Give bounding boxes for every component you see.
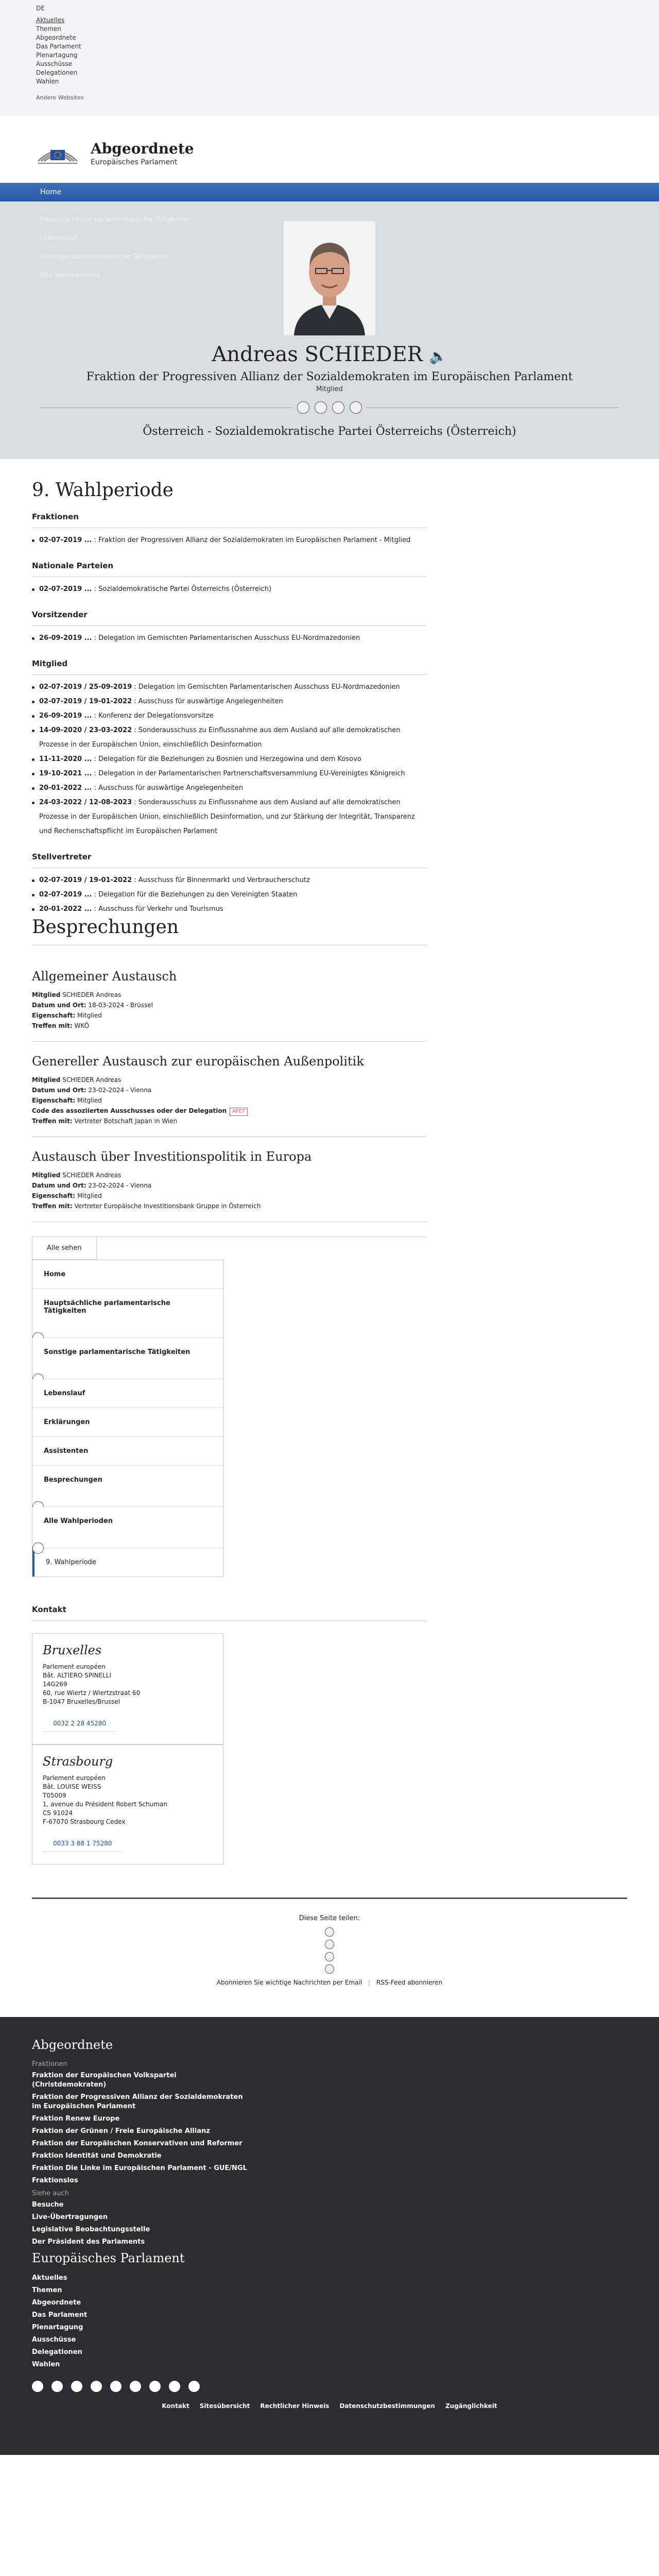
top-menu xyxy=(36,16,623,86)
footer-groups-heading: Fraktionen xyxy=(32,2060,67,2068)
rss-subscribe-link[interactable]: RSS-Feed abonnieren xyxy=(376,1979,443,1986)
footer-bottom-link[interactable]: Datenschutzbestimmungen xyxy=(339,2402,436,2410)
section-entries xyxy=(32,680,426,839)
footer-see-also-link[interactable]: Live-Übertragungen xyxy=(32,2213,108,2221)
office-address-line: Bât. LOUISE WEISS xyxy=(43,1783,101,1790)
meeting-row xyxy=(32,1201,426,1211)
sidenav-item[interactable]: Hauptsächliche parlamentarische Tätigkeiten xyxy=(32,1289,223,1338)
footer-social xyxy=(32,2381,627,2392)
list-item xyxy=(32,709,426,723)
sidenav-item[interactable]: Assistenten xyxy=(32,1437,223,1466)
office-address-line: F-67070 Strasbourg Cedex xyxy=(43,1818,126,1825)
footer-bottom-link[interactable]: Rechtlicher Hinweis xyxy=(260,2402,330,2410)
footer-ep-link[interactable]: Das Parlament xyxy=(32,2311,88,2319)
office-address-line: Parlement européen xyxy=(43,1774,106,1782)
ep-logo-icon[interactable] xyxy=(36,141,79,168)
section-entries xyxy=(32,582,426,597)
footer-ep-link[interactable]: Themen xyxy=(32,2286,62,2294)
meeting-value: 23-02-2024 - Vienna xyxy=(88,1182,152,1189)
section-title: Fraktionen xyxy=(32,512,426,528)
meeting-label: Eigenschaft: xyxy=(32,1192,76,1199)
footer-group-link[interactable]: Fraktion der Europäischen Konservativen und Reformer xyxy=(32,2140,242,2147)
meeting-value: WKÖ xyxy=(74,1022,90,1029)
mep-country-party: Österreich - Sozialdemokratische Partei Österreichs (Österreich) xyxy=(143,425,516,438)
sidenav-sub-item[interactable]: 9. Wahlperiode xyxy=(32,1548,223,1577)
footer-see-also xyxy=(32,2200,627,2247)
entry-text: : Ausschuss für Binnenmarkt und Verbraucherschutz xyxy=(132,876,310,884)
meeting-row xyxy=(32,1095,426,1106)
mep-name: Andreas SCHIEDER 🔈 xyxy=(212,343,447,366)
top-menu-item[interactable]: Das Parlament xyxy=(36,43,81,50)
meeting-label: Eigenschaft: xyxy=(32,1097,76,1104)
section-title: Stellvertreter xyxy=(32,852,426,868)
entry-date: 24-03-2022 / 12-08-2023 xyxy=(39,799,132,806)
main-content xyxy=(0,459,458,1865)
mep-role: Mitglied xyxy=(316,385,343,393)
list-item xyxy=(32,631,426,646)
footer-bottom-link[interactable]: Kontakt xyxy=(162,2402,189,2410)
list-item xyxy=(32,680,426,694)
meeting-label: Mitglied xyxy=(32,1172,61,1179)
entry-date: 26-09-2019 ... xyxy=(39,712,92,720)
office-address-line: CS 91024 xyxy=(43,1809,73,1817)
meeting-label: Treffen mit: xyxy=(32,1202,73,1210)
office-address-line: 14G269 xyxy=(43,1681,67,1688)
meeting-value: 23-02-2024 - Vienna xyxy=(88,1087,152,1094)
meeting-title: Genereller Austausch zur europäischen Außenpolitik xyxy=(32,1054,364,1069)
meeting-row xyxy=(32,1010,426,1021)
footer-group-link[interactable]: Fraktion der Progressiven Allianz der Sozialdemokraten im Europäischen Parlament xyxy=(32,2093,243,2110)
site-title[interactable]: Abgeordnete xyxy=(91,140,194,157)
meeting-title: Austausch über Investitionspolitik in Europa xyxy=(32,1149,312,1164)
meeting-row xyxy=(32,990,426,1000)
footer-see-also-link[interactable]: Der Präsident des Parlaments xyxy=(32,2238,145,2246)
footer-group-link[interactable]: Fraktion der Grünen / Freie Europäische Allianz xyxy=(32,2127,210,2135)
entry-text: : Delegation im Gemischten Parlamentarischen Ausschuss EU-Nordmazedonien xyxy=(132,683,400,691)
entry-date: 02-07-2019 ... xyxy=(39,536,92,544)
facebook-icon[interactable] xyxy=(332,401,344,414)
share-twitter-icon[interactable] xyxy=(325,1940,334,1949)
office-address-line: T05009 xyxy=(43,1792,66,1799)
entry-text: : Delegation im Gemischten Parlamentarischen Ausschuss EU-Nordmazedonien xyxy=(92,634,360,642)
entry-date: 26-09-2019 ... xyxy=(39,634,92,642)
footer-ep-links xyxy=(32,2274,627,2369)
entry-date: 11-11-2020 ... xyxy=(39,755,92,763)
section-title: Mitglied xyxy=(32,659,426,675)
entry-date: 02-07-2019 ... xyxy=(39,585,92,593)
list-item xyxy=(32,752,426,767)
meeting-value: Mitglied xyxy=(77,1192,102,1199)
meeting-value: Mitglied xyxy=(77,1097,102,1104)
expand-toggle-icon[interactable] xyxy=(32,1543,44,1554)
meeting-label: Eigenschaft: xyxy=(32,1012,76,1019)
entry-date: 20-01-2022 ... xyxy=(39,784,92,792)
entry-text: : Delegation für die Beziehungen zu den Vereinigten Staaten xyxy=(92,891,298,899)
footer-ep-link[interactable]: Delegationen xyxy=(32,2348,82,2356)
social-links xyxy=(40,397,619,418)
language-selector[interactable]: DE xyxy=(36,5,45,12)
entry-text: : Ausschuss für auswärtige Angelegenheiten xyxy=(132,698,283,705)
top-menu-item[interactable]: Ausschüsse xyxy=(36,60,73,67)
entry-date: 19-10-2021 ... xyxy=(39,770,92,777)
footer-reddit-icon[interactable] xyxy=(188,2381,200,2392)
section-entries xyxy=(32,533,426,548)
entry-date: 14-09-2020 / 23-03-2022 xyxy=(39,726,132,734)
entry-date: 20-01-2022 ... xyxy=(39,905,92,913)
meeting-row xyxy=(32,1021,426,1031)
meeting-value: Vertreter Europäische Investitionsbank Gruppe in Österreich xyxy=(74,1202,261,1210)
footer-see-also-link[interactable]: Besuche xyxy=(32,2201,64,2209)
hero-ghost-item: Lebenslauf xyxy=(40,234,77,242)
meeting-label: Code des assoziierten Ausschusses oder der Delegation xyxy=(32,1107,227,1114)
sidenav-item[interactable]: Alle Wahlperioden xyxy=(32,1507,223,1548)
footer-groups xyxy=(32,2071,627,2185)
entry-date: 02-07-2019 / 25-09-2019 xyxy=(39,683,132,691)
profile-navigation xyxy=(32,1260,223,1577)
other-websites-link[interactable]: Andere Websites xyxy=(36,94,84,101)
list-item xyxy=(32,723,426,752)
footer-snapchat-icon[interactable] xyxy=(169,2381,180,2392)
contact-offices xyxy=(32,1633,426,1865)
website-icon[interactable] xyxy=(315,401,327,414)
footer-group-link[interactable]: Fraktionslos xyxy=(32,2177,78,2184)
list-item xyxy=(32,873,426,888)
twitter-icon[interactable] xyxy=(350,401,362,414)
entry-text: : Ausschuss für Verkehr und Tourismus xyxy=(92,905,223,913)
footer-facebook-icon[interactable] xyxy=(32,2381,43,2392)
footer-title-ep: Europäisches Parlament xyxy=(32,2251,185,2265)
breadcrumb-home[interactable]: Home xyxy=(40,188,62,196)
footer-linkedin-icon[interactable] xyxy=(91,2381,102,2392)
list-item xyxy=(32,781,426,795)
footer-ep-link[interactable]: Plenartagung xyxy=(32,2324,83,2331)
footer-ep-link[interactable]: Abgeordnete xyxy=(32,2299,81,2307)
footer-see-also-link[interactable]: Legislative Beobachtungsstelle xyxy=(32,2226,150,2233)
footer-group-link[interactable]: Fraktion Identität und Demokratie xyxy=(32,2152,162,2160)
speaker-icon[interactable]: 🔈 xyxy=(429,348,447,365)
footer-title-meps: Abgeordnete xyxy=(32,2038,113,2052)
footer-pinterest-icon[interactable] xyxy=(149,2381,161,2392)
office-address-line: 1, avenue du Président Robert Schuman xyxy=(43,1801,168,1808)
sidenav-item[interactable]: Besprechungen xyxy=(32,1466,223,1507)
list-item xyxy=(32,902,426,917)
see-all-wrap xyxy=(32,1236,426,1260)
top-menu-item[interactable]: Themen xyxy=(36,25,61,32)
office-city: Strasbourg xyxy=(43,1754,113,1769)
section-entries xyxy=(32,631,426,646)
office-card xyxy=(32,1744,223,1865)
office-card xyxy=(32,1633,223,1744)
footer-ep-link[interactable]: Aktuelles xyxy=(32,2274,67,2282)
share-email-icon[interactable] xyxy=(325,1964,334,1974)
meeting-row xyxy=(32,1191,426,1201)
meeting-card xyxy=(32,1042,426,1137)
meeting-label: Treffen mit: xyxy=(32,1117,73,1125)
sidenav-item[interactable]: Home xyxy=(32,1260,223,1289)
email-subscribe-link[interactable]: Abonnieren Sie wichtige Nachrichten per Email xyxy=(216,1979,362,1986)
meeting-label: Mitglied xyxy=(32,991,61,998)
section-entries xyxy=(32,873,426,917)
meetings-title: Besprechungen xyxy=(32,917,426,945)
meeting-row xyxy=(32,1106,426,1116)
meeting-row xyxy=(32,1075,426,1085)
meeting-row xyxy=(32,1180,426,1191)
hero-ghost-item: Hauptsächliche parlamentarische Tätigkeiten xyxy=(40,216,192,224)
entry-date: 02-07-2019 / 19-01-2022 xyxy=(39,876,132,884)
footer-instagram-icon[interactable] xyxy=(130,2381,141,2392)
site-header xyxy=(0,116,659,183)
meeting-label: Datum und Ort: xyxy=(32,1182,86,1189)
top-menu-item[interactable]: Wahlen xyxy=(36,78,59,85)
mep-political-group: Fraktion der Progressiven Allianz der Sozialdemokraten im Europäischen Parlament xyxy=(86,370,573,383)
term-sections xyxy=(32,512,426,917)
meeting-value: SCHIEDER Andreas xyxy=(62,1172,122,1179)
office-phone-link[interactable]: 0033 3 88 1 75280 xyxy=(43,1836,123,1852)
sidenav-item[interactable]: Sonstige parlamentarische Tätigkeiten xyxy=(32,1338,223,1379)
list-item xyxy=(32,533,426,548)
meeting-row xyxy=(32,1170,426,1180)
footer-group-link[interactable]: Fraktion Renew Europe xyxy=(32,2115,120,2123)
top-navigation xyxy=(0,0,659,116)
entry-text: : Sonderausschuss zu Einflussnahme aus dem Ausland auf alle demokratischen Prozesse in der Europäischen Union, einschließlich Desinformation, und zur Stärkung der Integrität, Transparenz und Rechenschaftspflicht im Europäischen Parlament xyxy=(39,799,415,835)
hero-ghost-item: Sonstige parlamentarische Tätigkeiten xyxy=(40,253,169,261)
entry-text: : Sozialdemokratische Partei Österreichs (Österreich) xyxy=(92,585,272,593)
entry-date: 02-07-2019 ... xyxy=(39,891,92,899)
meetings-list xyxy=(32,957,426,1222)
sidenav-item[interactable]: Erklärungen xyxy=(32,1408,223,1437)
entry-text: : Konferenz der Delegationsvorsitze xyxy=(92,712,214,720)
meeting-value: Mitglied xyxy=(77,1012,102,1019)
section-title: Vorsitzender xyxy=(32,610,426,626)
hero-ghost-menu xyxy=(40,211,192,285)
entry-text: : Fraktion der Progressiven Allianz der Sozialdemokraten im Europäischen Parlament - Mitglied xyxy=(92,536,411,544)
entry-date: 02-07-2019 / 19-01-2022 xyxy=(39,698,132,705)
meeting-value: SCHIEDER Andreas xyxy=(62,991,122,998)
footer-group-link[interactable]: Fraktion der Europäischen Volkspartei (Christdemokraten) xyxy=(32,2072,177,2089)
list-item xyxy=(32,888,426,902)
meeting-row xyxy=(32,1000,426,1010)
footer-group-link[interactable]: Fraktion Die Linke im Europäischen Parlament - GUE/NGL xyxy=(32,2164,247,2172)
term-title: 9. Wahlperiode xyxy=(32,480,174,501)
meeting-label: Mitglied xyxy=(32,1076,61,1083)
office-city: Bruxelles xyxy=(43,1643,102,1657)
list-item xyxy=(32,795,426,839)
mep-portrait xyxy=(284,221,375,335)
office-address-line: Bât. ALTIERO SPINELLI xyxy=(43,1672,112,1679)
footer-see-also-heading: Siehe auch xyxy=(32,2190,69,2197)
meeting-value: 18-03-2024 - Brüssel xyxy=(88,1002,153,1009)
share-facebook-icon[interactable] xyxy=(325,1927,334,1937)
meeting-value: SCHIEDER Andreas xyxy=(62,1076,122,1083)
top-menu-item[interactable]: Abgeordnete xyxy=(36,34,76,41)
hero-ghost-item: Alle Wahlperioden xyxy=(40,272,101,279)
top-menu-item[interactable]: Plenartagung xyxy=(36,52,78,59)
list-item xyxy=(32,582,426,597)
footer-bottom-link[interactable]: Zugänglichkeit xyxy=(445,2402,497,2410)
list-item xyxy=(32,767,426,781)
meeting-value: Vertreter Botschaft Japan in Wien xyxy=(74,1117,178,1125)
meeting-label: Treffen mit: xyxy=(32,1022,73,1029)
share-section: Diese Seite teilen: Abonnieren Sie wichtige Nachrichten per Email | RSS-Feed abonnieren xyxy=(32,1897,627,1986)
entry-text: : Ausschuss für auswärtige Angelegenheiten xyxy=(92,784,244,792)
footer-twitter-icon[interactable] xyxy=(51,2381,63,2392)
section-title: Nationale Parteien xyxy=(32,561,426,577)
footer-youtube-icon[interactable] xyxy=(110,2381,122,2392)
share-linkedin-icon[interactable] xyxy=(325,1952,334,1961)
meeting-label: Datum und Ort: xyxy=(32,1002,86,1009)
see-all-button[interactable]: Alle sehen xyxy=(32,1237,97,1260)
entry-text: : Sonderausschuss zu Einflussnahme aus dem Ausland auf alle demokratischen Prozesse in der Europäischen Union, einschließlich Desinformation xyxy=(39,726,401,749)
footer-ep-link[interactable]: Wahlen xyxy=(32,2361,60,2368)
office-address-line: B-1047 Bruxelles/Brussel xyxy=(43,1698,120,1705)
meeting-title: Allgemeiner Austausch xyxy=(32,969,177,984)
top-menu-item[interactable]: Delegationen xyxy=(36,69,78,76)
meeting-row xyxy=(32,1085,426,1095)
office-address-line: 60, rue Wiertz / Wiertzstraat 60 xyxy=(43,1689,141,1697)
site-subtitle: Europäisches Parlament xyxy=(91,158,178,166)
meeting-card xyxy=(32,957,426,1042)
entry-text: : Delegation für die Beziehungen zu Bosnien und Herzegowina und dem Kosovo xyxy=(92,755,361,763)
site-footer xyxy=(0,2017,659,2455)
top-menu-item[interactable]: Aktuelles xyxy=(36,16,65,24)
office-address-line: Parlement européen xyxy=(43,1663,106,1670)
email-icon[interactable] xyxy=(297,401,309,414)
mep-hero xyxy=(0,201,659,459)
committee-code-badge[interactable]: AFET xyxy=(230,1108,248,1116)
footer-bottom-link[interactable]: Sitesübersicht xyxy=(199,2402,250,2410)
sidenav-item[interactable]: Lebenslauf xyxy=(32,1379,223,1408)
contact-title: Kontakt xyxy=(32,1605,426,1621)
footer-flickr-icon[interactable] xyxy=(71,2381,82,2392)
footer-bottom-links xyxy=(32,2402,627,2410)
office-phone-link[interactable]: 0032 2 28 45280 xyxy=(43,1716,116,1732)
meeting-card xyxy=(32,1137,426,1222)
footer-ep-link[interactable]: Ausschüsse xyxy=(32,2336,76,2344)
list-item xyxy=(32,694,426,709)
meeting-row xyxy=(32,1116,426,1126)
meeting-label: Datum und Ort: xyxy=(32,1087,86,1094)
entry-text: : Delegation in der Parlamentarischen Partnerschaftsversammlung EU-Vereinigtes Königreich xyxy=(92,770,405,777)
breadcrumb-bar xyxy=(0,183,659,201)
share-title: Diese Seite teilen: xyxy=(299,1914,360,1922)
